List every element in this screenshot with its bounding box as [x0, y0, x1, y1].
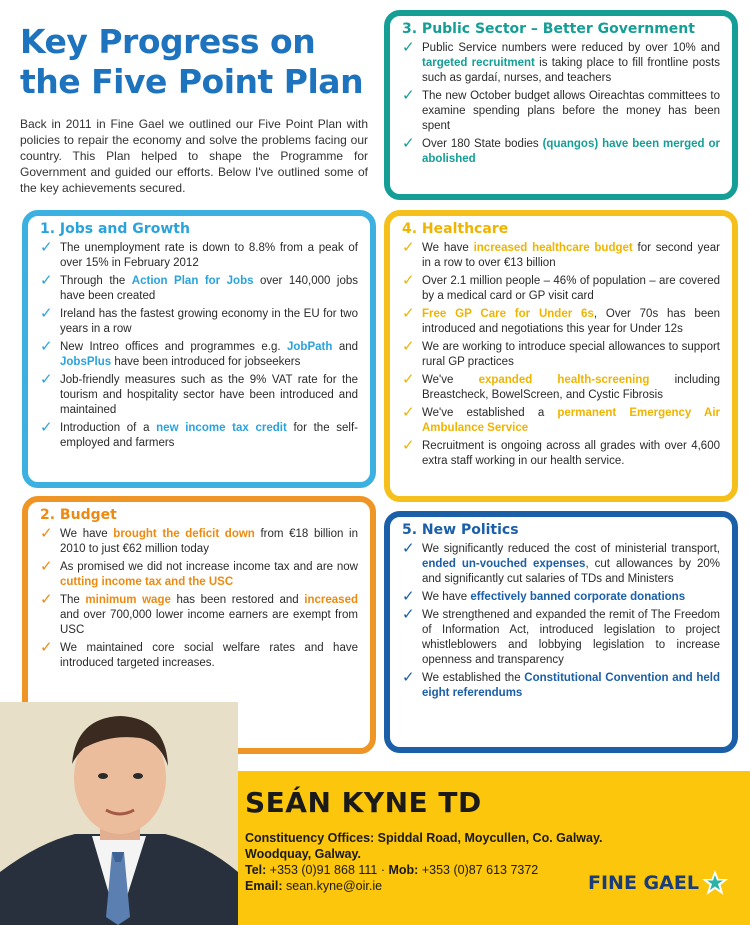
list-item: [402, 587, 720, 605]
list-item: [40, 638, 358, 671]
check-icon: ✓: [402, 403, 415, 421]
item-text: from €18 billion in 2010 to just €62 million today: [60, 528, 358, 555]
list-item: [402, 271, 720, 304]
item-text: The: [60, 594, 86, 606]
item-text: is taking place to fill frontline posts such as gardaí, nurses, and teachers: [422, 57, 720, 84]
item-text: and over 700,000 lower income earners are exempt from USC: [60, 609, 358, 636]
check-icon: ✓: [40, 418, 53, 436]
highlight-text: increased: [304, 594, 358, 606]
check-icon: ✓: [402, 337, 415, 355]
item-text: has been restored and: [170, 594, 305, 606]
intro-paragraph: Back in 2011 in Fine Gael we outlined our Five Point Plan with policies to repair the economy and solve the problems facing our country. This Plan helped to shape the Programme for Government and guided our efforts. Below I've outlined some of the key achievements secured.: [20, 117, 368, 195]
check-icon: ✓: [40, 271, 53, 289]
list-item: [402, 337, 720, 370]
item-text: Through the: [60, 275, 132, 287]
item-text: Job-friendly measures such as the 9% VAT rate for the tourism and hospitality sector have been introduced and maintained: [60, 374, 358, 416]
highlight-text: brought the deficit down: [113, 528, 255, 540]
item-text: We maintained core social welfare rates and have introduced targeted increases.: [60, 642, 358, 669]
check-icon: ✓: [402, 539, 415, 557]
list-item: [402, 436, 720, 469]
candidate-name: SEÁN KYNE TD: [245, 786, 482, 819]
item-list: [40, 524, 358, 671]
highlight-text: cutting income tax and the USC: [60, 576, 234, 588]
check-icon: ✓: [402, 605, 415, 623]
check-icon: ✓: [40, 590, 53, 608]
check-icon: ✓: [40, 304, 53, 322]
item-text: As promised we did not increase income tax and are now: [60, 561, 358, 573]
item-text: We have: [422, 591, 471, 603]
offices-line-1: Constituency Offices: Spiddal Road, Moycullen, Co. Galway.: [245, 831, 603, 845]
mob-label: Mob:: [388, 863, 419, 877]
list-item: [402, 238, 720, 271]
item-text: Over 180 State bodies: [422, 138, 543, 150]
item-text: have been introduced for jobseekers: [111, 356, 301, 368]
tel-label: Tel:: [245, 863, 267, 877]
item-list: [402, 539, 720, 701]
email-label: Email:: [245, 879, 283, 893]
list-item: [402, 605, 720, 668]
check-icon: ✓: [402, 436, 415, 454]
highlight-text: increased healthcare budget: [473, 242, 633, 254]
item-text: Public Service numbers were reduced by over 10% and: [422, 42, 720, 54]
mob-number: +353 (0)87 613 7372: [418, 863, 539, 877]
section-healthcare: [384, 210, 738, 502]
check-icon: ✓: [402, 587, 415, 605]
list-item: [402, 134, 720, 167]
check-icon: ✓: [40, 370, 53, 388]
check-icon: ✓: [40, 557, 53, 575]
check-icon: ✓: [402, 134, 415, 152]
section-title: 1. Jobs and Growth: [40, 221, 190, 237]
list-item: [40, 524, 358, 557]
list-item: [402, 668, 720, 701]
list-item: [40, 590, 358, 638]
item-text: Ireland has the fastest growing economy in the EU for two years in a row: [60, 308, 358, 335]
item-list: [402, 238, 721, 469]
highlight-text: (quangos) have been merged or abolished: [422, 138, 720, 165]
item-text: The new October budget allows Oireachtas committees to examine spending plans before the money has been spent: [422, 90, 720, 132]
list-item: [40, 337, 359, 370]
list-item: [40, 271, 358, 304]
highlight-text: Constitutional Convention and held eight referendums: [422, 672, 720, 699]
section-public-sector: [384, 10, 738, 200]
tel-number: +353 (0)91 868 111 ·: [266, 863, 389, 877]
check-icon: ✓: [402, 38, 415, 56]
highlight-text: permanent Emergency Air Ambulance Service: [422, 407, 721, 434]
item-text: We've established a: [422, 407, 558, 419]
item-text: for second year in a row to over €13 billion: [422, 242, 720, 269]
item-text: We have: [422, 242, 474, 254]
section-jobs-growth: [22, 210, 376, 488]
highlight-text: minimum wage: [85, 594, 171, 606]
highlight-text: Free GP Care for Under 6s: [422, 308, 594, 320]
email-address: sean.kyne@oir.ie: [282, 879, 383, 893]
highlight-text: expanded health-screening: [478, 374, 650, 386]
list-item: [402, 539, 720, 587]
section-title: 5. New Politics: [402, 522, 519, 538]
list-item: [402, 403, 721, 436]
star-icon: [699, 869, 731, 897]
check-icon: ✓: [402, 238, 415, 256]
item-text: including Breastcheck, BowelScreen, and Cystic Fibrosis: [422, 374, 720, 401]
item-text: for the self-employed and farmers: [60, 422, 358, 449]
item-text: The unemployment rate is down to 8.8% from a peak of over 15% in February 2012: [60, 242, 358, 269]
list-item: [40, 238, 358, 271]
section-new-politics: [384, 511, 738, 753]
item-text: Over 2.1 million people – 46% of population – are covered by a medical card or GP visit card: [422, 275, 720, 302]
item-text: We are working to introduce special allowances to support rural GP practices: [422, 341, 720, 368]
page-title: [20, 22, 380, 102]
item-text: We've: [422, 374, 479, 386]
highlight-text: new income tax credit: [156, 422, 287, 434]
item-text: We have: [60, 528, 114, 540]
highlight-text: JobsPlus: [60, 356, 112, 368]
highlight-text: JobPath: [287, 341, 333, 353]
section-title: 4. Healthcare: [402, 221, 509, 237]
logo-text: FINE GAEL: [588, 872, 699, 894]
item-text: Introduction of a: [60, 422, 157, 434]
highlight-text: ended un-vouched expenses: [422, 558, 586, 570]
item-text: We significantly reduced the cost of ministerial transport,: [422, 543, 720, 555]
list-item: [402, 304, 721, 337]
item-text: We strengthened and expanded the remit of The Freedom of Information Act, introduced legislation to project whistleblowers and lobbying legislation to increase openness and transparency: [422, 609, 720, 666]
portrait-photo: [0, 702, 238, 925]
title-line-1: Key Progress on: [20, 22, 316, 61]
list-item: [40, 557, 358, 590]
section-title: 2. Budget: [40, 507, 117, 523]
list-item: [40, 304, 358, 337]
fine-gael-logo: [588, 869, 731, 897]
check-icon: ✓: [402, 370, 415, 388]
item-text: Recruitment is ongoing across all grades with over 4,600 extra staff working in our health service.: [422, 440, 720, 467]
item-list: [40, 238, 359, 451]
list-item: [402, 38, 720, 86]
list-item: [40, 418, 358, 451]
item-text: , Over 70s has been introduced and negotiations this year for Under 12s: [422, 308, 721, 335]
highlight-text: effectively banned corporate donations: [470, 591, 686, 603]
check-icon: ✓: [402, 86, 415, 104]
check-icon: ✓: [40, 337, 53, 355]
list-item: [402, 370, 720, 403]
check-icon: ✓: [402, 304, 415, 322]
item-text: and: [332, 341, 359, 353]
item-text: New Intreo offices and programmes e.g.: [60, 341, 287, 353]
item-text: , cut allowances by 20% and significantly cut salaries of TDs and Ministers: [422, 558, 720, 585]
list-item: [402, 86, 720, 134]
highlight-text: targeted recruitment: [422, 57, 535, 69]
highlight-text: Action Plan for Jobs: [131, 275, 254, 287]
item-text: over 140,000 jobs have been created: [60, 275, 358, 302]
check-icon: ✓: [402, 668, 415, 686]
section-title: 3. Public Sector – Better Government: [402, 21, 695, 37]
check-icon: ✓: [402, 271, 415, 289]
check-icon: ✓: [40, 638, 53, 656]
item-text: We established the: [422, 672, 525, 684]
list-item: [40, 370, 358, 418]
item-list: [402, 38, 720, 167]
check-icon: ✓: [40, 238, 53, 256]
offices-line-2: Woodquay, Galway.: [245, 847, 361, 861]
title-line-2: the Five Point Plan: [20, 62, 364, 101]
check-icon: ✓: [40, 524, 53, 542]
